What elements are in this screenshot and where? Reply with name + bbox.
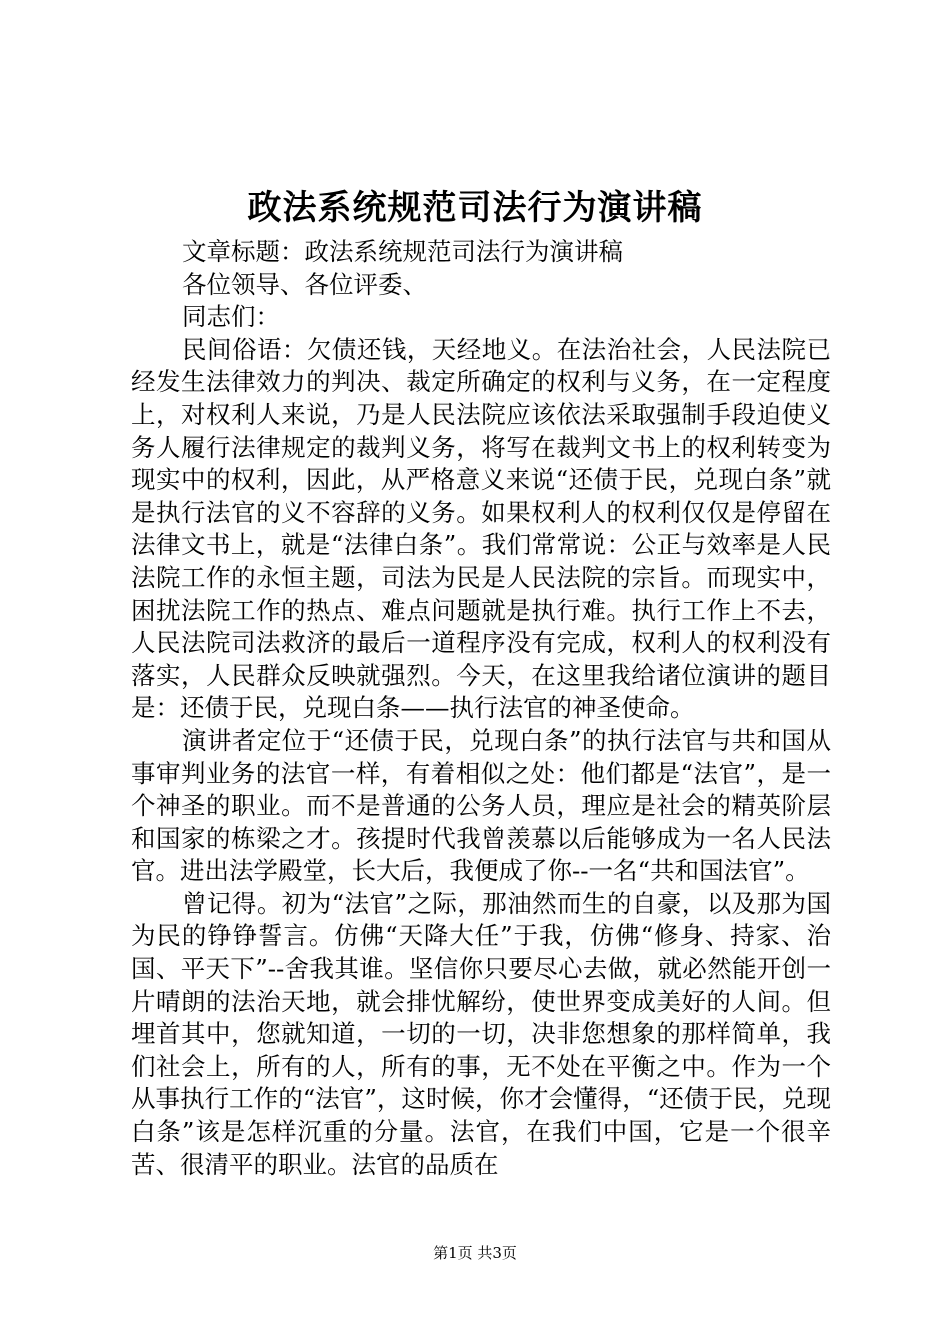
salutation-line: 各位领导、各位评委、 <box>182 269 427 299</box>
page-footer: 第1页 共3页 <box>433 1244 517 1262</box>
document-body <box>131 236 831 1181</box>
document-title: 政法系统规范司法行为演讲稿 <box>247 188 703 228</box>
body-paragraph: 民间俗语：欠债还钱，天经地义。在法治社会，人民法院已经发生法律效力的判决、裁定所确定的权利与义务，在一定程度上，对权利人来说，乃是人民法院应该依法采取强制手段迫使义务人履行法律规定的裁判义务，将写在裁判文书上的权利转变为现实中的权利，因此，从严格意义来说“还债于民，兑现白条”就是执行法官的义不容辞的义务。如果权利人的权利仅仅是停留在法律文书上，就是“法律白条”。我们常常说：公正与效率是人民法院工作的永恒主题，司法为民是人民法院的宗旨。而现实中，困扰法院工作的热点、难点问题就是执行难。执行工作上不去，人民法院司法救济的最后一道程序没有完成，权利人的权利没有落实，人民群众反映就强烈。今天，在这里我给诸位演讲的题目是：还债于民，兑现白条——执行法官的神圣使命。 <box>131 334 831 723</box>
body-paragraph: 曾记得。初为“法官”之际，那油然而生的自豪，以及那为国为民的铮铮誓言。仿佛“天降大任”于我，仿佛“修身、持家、治国、平天下”--舍我其谁。坚信你只要尽心去做，就必然能开创一片晴朗的法治天地，就会排忧解纷，使世界变成美好的人间。但埋首其中，您就知道，一切的一切，决非您想象的那样简单，我们社会上，所有的人，所有的事，无不处在平衡之中。作为一个从事执行工作的“法官”，这时候，你才会懂得，“还债于民，兑现白条”该是怎样沉重的分量。法官，在我们中国，它是一个很辛苦、很清平的职业。法官的品质在 <box>131 888 831 1179</box>
salutation-line: 同志们： <box>182 302 280 332</box>
heading-line: 文章标题：政法系统规范司法行为演讲稿 <box>182 237 623 266</box>
body-paragraph: 演讲者定位于“还债于民，兑现白条”的执行法官与共和国从事审判业务的法官一样，有着相似之处：他们都是“法官”，是一个神圣的职业。而不是普通的公务人员，理应是社会的精英阶层和国家的栋梁之才。孩提时代我曾羡慕以后能够成为一名人民法官。进出法学殿堂，长大后，我便成了你--一名“共和国法官”。 <box>131 725 831 886</box>
